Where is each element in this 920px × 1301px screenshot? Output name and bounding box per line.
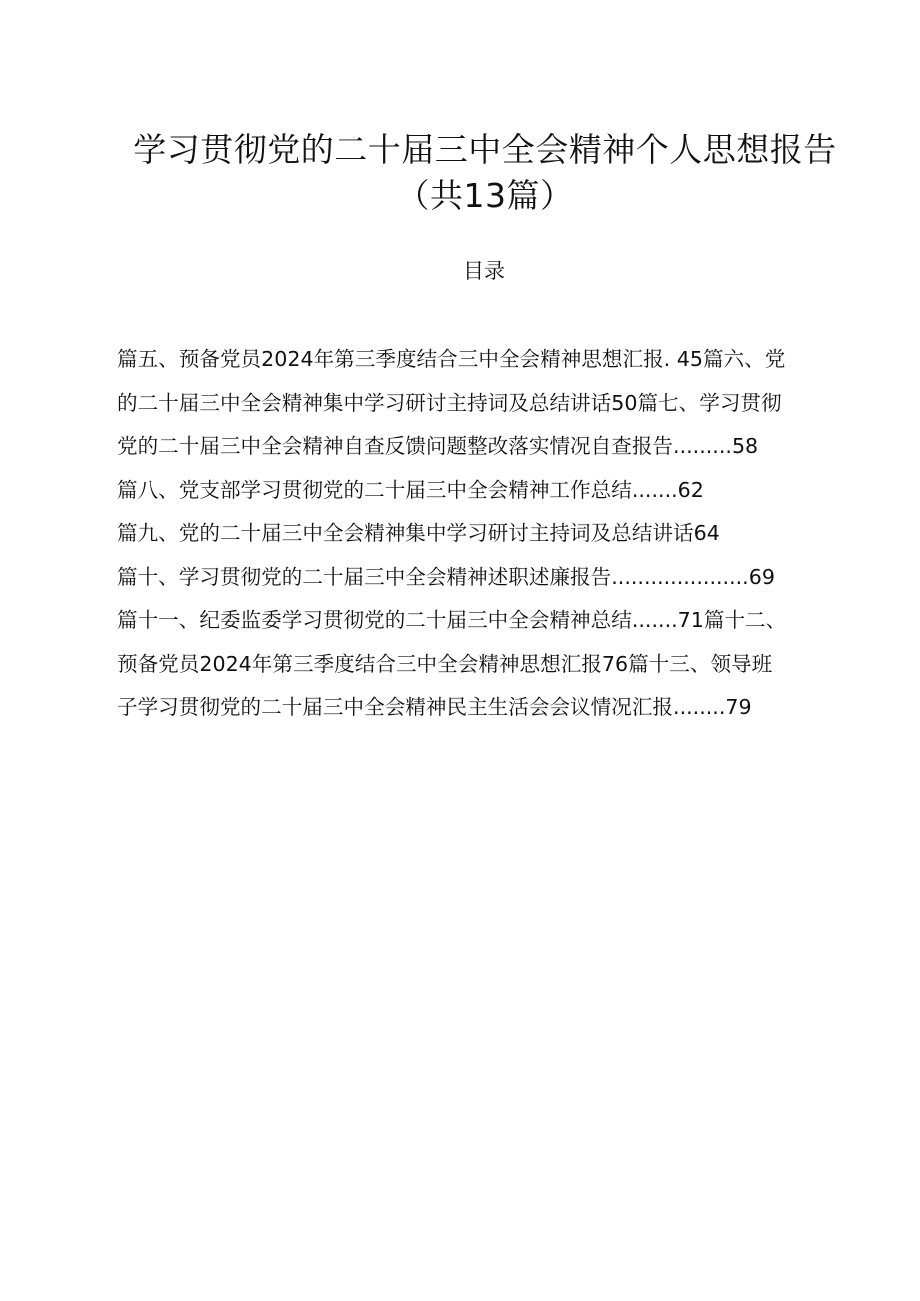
toc-line[interactable]: 的二十届三中全会精神集中学习研讨主持词及总结讲话50篇七、学习贯彻 — [117, 390, 782, 415]
toc-line[interactable]: 篇十一、纪委监委学习贯彻党的二十届三中全会精神总结.......71篇十二、 — [117, 608, 787, 632]
document-title: 学习贯彻党的二十届三中全会精神个人思想报告（共13篇） — [133, 130, 837, 215]
toc-line[interactable]: 党的二十届三中全会精神自查反馈问题整改落实情况自查报告.........58 — [117, 434, 759, 458]
toc-line[interactable]: 子学习贯彻党的二十届三中全会精神民主生活会会议情况汇报........79 — [117, 695, 752, 719]
toc-line[interactable]: 篇五、预备党员2024年第三季度结合三中全会精神思想汇报. 45篇六、党 — [117, 347, 786, 371]
toc-line[interactable]: 篇十、学习贯彻党的二十届三中全会精神述职述廉报告.....................69 — [117, 564, 775, 589]
toc-heading: 目录 — [463, 259, 505, 283]
toc-line[interactable]: 预备党员2024年第三季度结合三中全会精神思想汇报76篇十三、领导班 — [117, 651, 773, 676]
toc-line[interactable]: 篇八、党支部学习贯彻党的二十届三中全会精神工作总结.......62 — [117, 477, 704, 502]
toc-line[interactable]: 篇九、党的二十届三中全会精神集中学习研讨主持词及总结讲话64 — [117, 521, 720, 545]
table-of-contents — [117, 338, 857, 730]
